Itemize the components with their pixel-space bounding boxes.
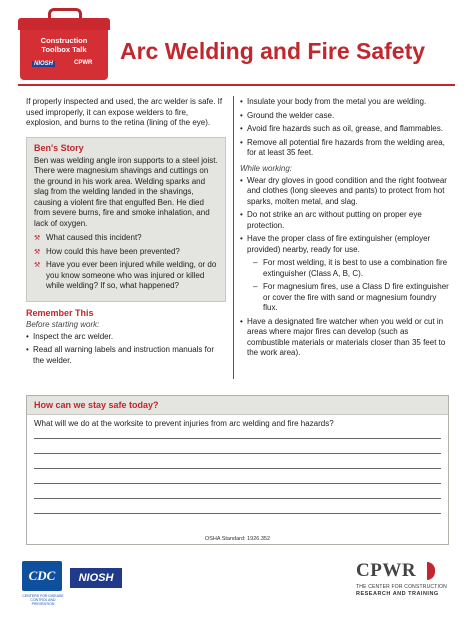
cpwr-tagline-2: RESEARCH AND TRAINING <box>356 591 439 597</box>
toolbox-logo <box>18 8 110 80</box>
discussion-heading: How can we stay safe today? <box>34 400 159 410</box>
remember-heading: Remember This <box>26 307 94 318</box>
story-question: ⚒ Have you ever been injured while welding, or do you know someone who was injured or killed while welding? If so, what happened? <box>34 260 217 290</box>
osha-standard: OSHA Standard: 1926.352 <box>204 536 271 542</box>
list-item: • Remove all potential fire hazards from the welding area, for at least 35 feet. <box>240 138 450 159</box>
toolbox-lid <box>18 18 110 30</box>
toolbox-label <box>20 36 108 54</box>
list-item: • Read all warning labels and instruction manuals for the welder. <box>26 345 226 366</box>
writing-line <box>34 483 441 484</box>
hammer-icon: ⚒ <box>34 248 41 256</box>
story-text: Ben was welding angle iron supports to a steel joist. There were magnesium shavings and cuttings on the ground in his work area. Welding sparks and slag from the welding landed in the shavings, causing a violent fire that engulfed Ben. He died from severe burns, fire and smoke inhalation, and lack of oxygen. <box>34 155 218 228</box>
cpwr-mini-logo: CPWR <box>74 60 93 66</box>
story-questions <box>34 233 219 292</box>
niosh-mini-logo: NIOSH <box>34 61 54 67</box>
list-item: • Inspect the arc welder. <box>26 332 226 343</box>
writing-line <box>34 438 441 439</box>
list-item: • Avoid fire hazards such as oil, grease, and flammables. <box>240 124 450 135</box>
writing-line <box>34 453 441 454</box>
sub-list-item: – For magnesium fires, use a Class D fire extinguisher or cover the fire with sand or magnesium foundry flux. <box>247 282 450 314</box>
writing-line <box>34 468 441 469</box>
list-item: • Do not strike an arc without putting on proper eye protection. <box>240 210 450 231</box>
cpwr-mark-icon <box>427 562 435 580</box>
cdc-logo: CDC <box>22 561 62 591</box>
list-item: • Insulate your body from the metal you are welding. <box>240 97 450 108</box>
cpwr-tagline-1: THE CENTER FOR CONSTRUCTION <box>356 584 447 590</box>
sub-list-item: – For most welding, it is best to use a combination fire extinguisher (Class A, B, C). <box>247 258 450 279</box>
extinguisher-sublist <box>247 258 450 314</box>
toolbox-label-line2: Toolbox Talk <box>41 45 87 54</box>
cpwr-logo: CPWR <box>356 560 417 581</box>
header-divider <box>18 84 455 86</box>
writing-lines <box>34 438 441 528</box>
discussion-box <box>26 395 449 545</box>
extinguisher-item-text: Have the proper class of fire extinguisher (employer provided) nearby, ready for use. <box>247 234 431 254</box>
hammer-icon: ⚒ <box>34 235 41 242</box>
story-question: ⚒ What caused this incident? <box>34 233 219 244</box>
before-work-list <box>26 332 226 367</box>
writing-line <box>34 498 441 499</box>
right-column <box>240 97 450 362</box>
left-column <box>26 97 226 369</box>
list-item: • Ground the welder case. <box>240 111 450 122</box>
list-item <box>240 234 450 314</box>
before-work-label: Before starting work: <box>26 319 100 329</box>
writing-line <box>34 513 441 514</box>
discussion-prompt: What will we do at the worksite to prevent injuries from arc welding and fire hazards? <box>34 419 334 428</box>
column-divider <box>233 96 234 379</box>
discussion-header <box>27 396 448 415</box>
while-working-label: While working: <box>240 163 293 173</box>
niosh-logo: NIOSH <box>70 568 122 588</box>
list-item: • Have a designated fire watcher when you weld or cut in areas where major fires can develop (such as combustible materials or materials closer than 35 feet to the work area). <box>240 317 450 359</box>
toolbox-label-line1: Construction <box>40 36 88 45</box>
story-box <box>26 137 226 302</box>
before-work-list-continued <box>240 97 450 159</box>
intro-text: If properly inspected and used, the arc welder is safe. If used improperly, it can expose welders to fire, explosion, and burns to the retina (lining of the eye). <box>26 97 223 127</box>
hammer-icon: ⚒ <box>34 262 41 269</box>
story-heading: Ben's Story <box>34 142 84 153</box>
list-item: • Wear dry gloves in good condition and the right footwear and clothes (long sleeves and pants) to protect from hot sparks, molten metal, and slag. <box>240 176 450 208</box>
while-working-list <box>240 176 450 359</box>
page-title: Arc Welding and Fire Safety <box>120 38 426 64</box>
cdc-subtitle: CENTERS FOR DISEASE CONTROL AND PREVENTION <box>22 594 64 606</box>
story-question: ⚒ How could this have been prevented? <box>34 247 219 258</box>
